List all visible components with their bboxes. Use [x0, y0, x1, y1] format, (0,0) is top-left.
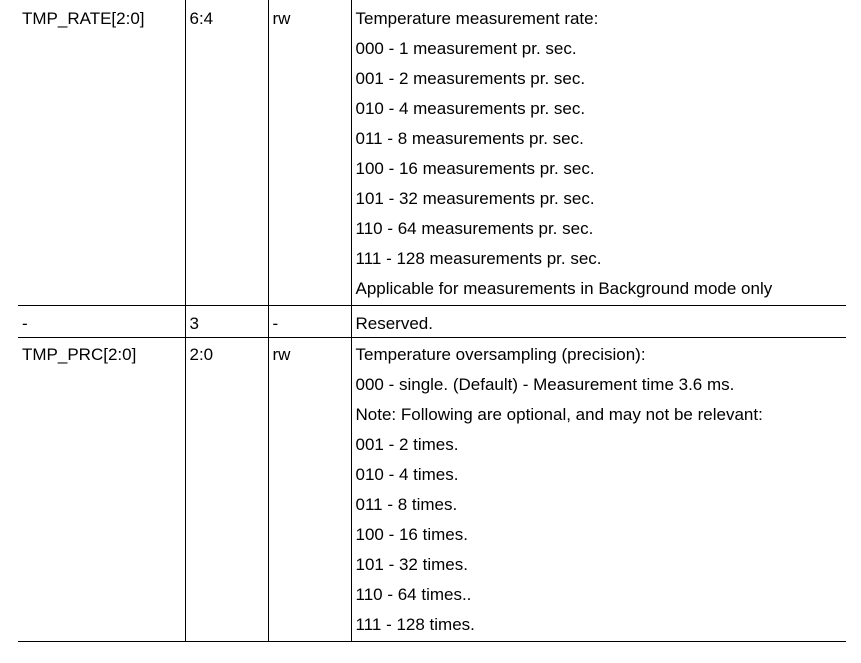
description-line: 101 - 32 measurements pr. sec. [355, 189, 595, 208]
field-description [351, 306, 846, 338]
description-line: Applicable for measurements in Background mode only [355, 279, 773, 298]
description-line: Note: Following are optional, and may not be relevant: [355, 405, 763, 424]
description-line: 100 - 16 measurements pr. sec. [355, 159, 595, 178]
field-name: TMP_RATE[2:0] [18, 0, 185, 306]
description-line: 110 - 64 measurements pr. sec. [355, 219, 594, 238]
description-line: 001 - 2 times. [355, 435, 459, 454]
field-name: - [18, 306, 185, 338]
description-line: 000 - single. (Default) - Measurement time 3.6 ms. [355, 375, 735, 394]
table-row [18, 306, 846, 338]
field-bits: 6:4 [185, 0, 268, 306]
description-line: Temperature oversampling (precision): [355, 345, 646, 364]
field-type: rw [268, 0, 351, 306]
field-type: rw [268, 338, 351, 642]
description-line: 111 - 128 times. [355, 615, 475, 634]
description-line: 101 - 32 times. [355, 555, 468, 574]
description-line: 001 - 2 measurements pr. sec. [355, 69, 586, 88]
table-row [18, 0, 846, 306]
description-line: 010 - 4 times. [355, 465, 459, 484]
field-description [351, 0, 846, 306]
description-line: 011 - 8 measurements pr. sec. [355, 129, 584, 148]
register-field-table [18, 0, 846, 642]
description-line: 100 - 16 times. [355, 525, 468, 544]
description-line: Temperature measurement rate: [355, 9, 599, 28]
field-type: - [268, 306, 351, 338]
field-name: TMP_PRC[2:0] [18, 338, 185, 642]
description-line: Reserved. [355, 314, 433, 333]
field-bits: 3 [185, 306, 268, 338]
description-line: 111 - 128 measurements pr. sec. [355, 249, 602, 268]
description-line: 011 - 8 times. [355, 495, 458, 514]
field-bits: 2:0 [185, 338, 268, 642]
description-line: 010 - 4 measurements pr. sec. [355, 99, 586, 118]
field-description [351, 338, 846, 642]
description-line: 000 - 1 measurement pr. sec. [355, 39, 577, 58]
table-row [18, 338, 846, 642]
description-line: 110 - 64 times.. [355, 585, 472, 604]
